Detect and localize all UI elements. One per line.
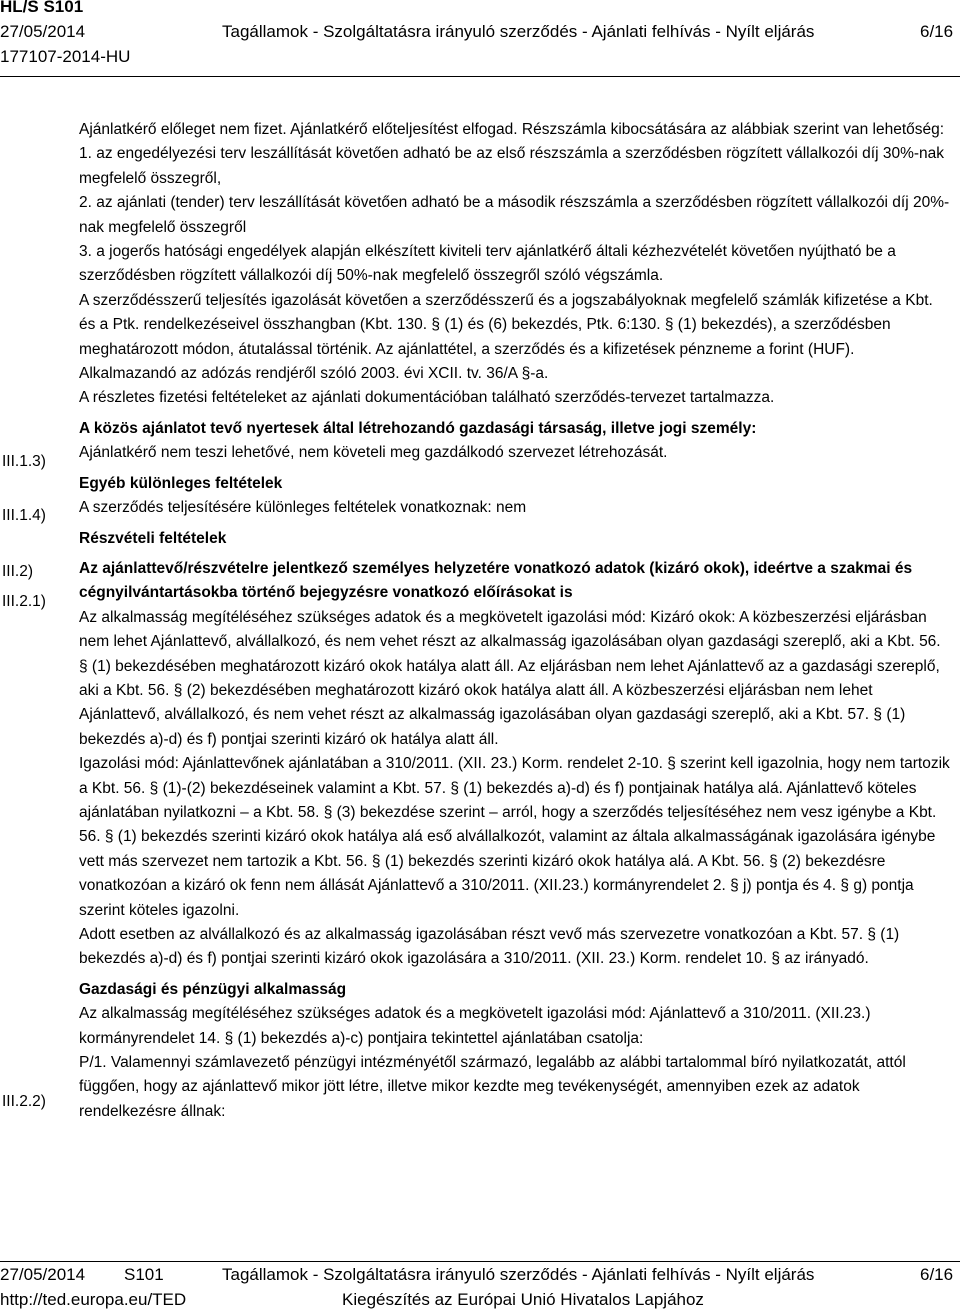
participation-conditions-heading: Részvételi feltételek	[79, 529, 227, 547]
page-header	[0, 0, 960, 70]
personal-situation-heading: Az ajánlattevő/részvételre jelentkező személyes helyzetére vonatkozó adatok (kizáró okok), ideértve a szakmai és cégnyilvántartásokba történő bejegyzésre vonatkozó előírásokat is	[79, 559, 913, 602]
subcontractor-text: Adott esetben az alvállalkozó és az alkalmasság igazolásában részt vevő más szervezetre vonatkozóan a Kbt. 57. § (1) bekezdés a)-d) és f) pontjai szerinti kizáró okok igazolására a 310/2011. (XII. 23.) Korm. rendelet 10. § az irányadó.	[79, 926, 900, 968]
economic-standing-text: Az alkalmasság megítéléséhez szükséges adatok és a megkövetelt igazolási mód: Ajánlattevő a 310/2011. (XII.23.) kormányrendelet 14. § (1) bekezdés a)-c) pontjaira tekintettel ajánlatában csatolja:	[79, 1005, 871, 1047]
payment-details: A részletes fizetési feltételeket az ajánlati dokumentációban található szerződés-tervezet tartalmazza.	[79, 389, 775, 407]
section-number-iii-2: III.2)	[2, 563, 34, 580]
footer-url[interactable]: http://ted.europa.eu/TED	[0, 1290, 187, 1309]
payment-item-1: 1. az engedélyezési terv leszállítását követően adható be az első részszámla a szerződésben rögzített vállalkozói díj 30%-nak megfelelő összegről,	[79, 145, 945, 187]
footer-page-number: 6/16	[920, 1265, 954, 1284]
joint-bid-text: Ajánlatkérő nem teszi lehetővé, nem követeli meg gazdálkodó szervezet létrehozását.	[79, 444, 668, 462]
footer-rule	[0, 1261, 960, 1262]
footer-series: S101	[124, 1265, 164, 1284]
payment-item-2: 2. az ajánlati (tender) terv leszállítását követően adható be a második részszámla a szerződésben rögzített vállalkozói díj 20%-nak megfelelő összegről	[79, 194, 950, 236]
verification-method-text: Igazolási mód: Ajánlattevőnek ajánlatában a 310/2011. (XII. 23.) Korm. rendelet 2-10. § szerint kell igazolnia, hogy nem tartozik a Kbt. 56. § (1)-(2) bekezdéseinek valamint a Kbt. 57. § (1) bekezdés a)-d) és f) pontjainak hatálya alá. Ajánlattevő köteles ajánlatában nyilatkozni – a Kbt. 58. § (3) bekezdése szerint – arról, hogy a szerződés teljesítéséhez nem vesz igénybe a Kbt. 56. § (1) bekezdés szerinti kizáró okok hatálya alá eső alvállalkozót, valamint az általa alkalmasságának igazolására igénybe vett más szervezet nem tartozik a Kbt. 56. § (1) bekezdés szerinti kizáró okok hatálya alá. A Kbt. 56. § (2) bekezdésre vonatkozóan a kizáró ok fenn nem állását Ajánlattevő a 310/2011. (XII.23.) kormányrendelet 2. § j) pontja és 4. § g) pontja szerint köteles igazolni.	[79, 755, 950, 919]
payment-intro: Ajánlatkérő előleget nem fizet. Ajánlatkérő előteljesítést elfogad. Részszámla kibocsátására az alábbiak szerint van lehetőség:	[79, 121, 945, 138]
payment-item-3: 3. a jogerős hatósági engedélyek alapján elkészített kiviteli terv ajánlatkérő általi kézhezvételét követően nyújtható be a szerződésben rögzített vállalkozói díj 50%-nak megfelelő összegről szóló végszámla.	[79, 243, 896, 285]
section-number-iii-2-1: III.2.1)	[2, 593, 46, 610]
footer-supplement: Kiegészítés az Európai Unió Hivatalos Lapjához	[342, 1290, 704, 1309]
footer-date: 27/05/2014	[0, 1265, 86, 1284]
special-conditions-text: A szerződés teljesítésére különleges feltételek vonatkoznak: nem	[79, 499, 527, 517]
header-rule	[0, 76, 960, 77]
section-number-iii-1-4: III.1.4)	[2, 507, 46, 524]
bank-statement-text: P/1. Valamennyi számlavezető pénzügyi intézményétől származó, legalább az alábbi tartalommal bíró nyilatkozatát, attól függően, hogy az ajánlattevő mikor jött létre, illetve mikor kezdte meg tevékenységét, amennyiben ezek az adatok rendelkezésre állnak:	[79, 1054, 906, 1120]
notice-number: 177107-2014-HU	[0, 47, 131, 66]
doc-id: HL/S S101	[0, 0, 84, 16]
exclusion-grounds-text: Az alkalmasság megítéléséhez szükséges adatok és a megkövetelt igazolási mód: Kizáró okok: A közbeszerzési eljárásban nem lehet Ajánlattevő, alvállalkozó, és nem vehet részt az alkalmasság igazolásában olyan gazdasági szereplő, aki a Kbt. 56. § (1) bekezdésében meghatározott kizáró okok hatálya alatt áll. Az eljárásban nem lehet Ajánlattevő az a gazdasági szereplő, aki a Kbt. 56. § (2) bekezdésében meghatározott kizáró okok hatálya alatt áll. A közbeszerzési eljárásban nem lehet Ajánlattevő, alvállalkozó, és nem vehet részt az alkalmasság igazolásában olyan gazdasági szereplő, aki a Kbt. 57. § (1) bekezdés a)-d) és f) pontjai szerinti kizáró ok hatálya alatt áll.	[79, 608, 941, 748]
page-footer	[0, 1265, 960, 1311]
section-number-iii-1-3: III.1.3)	[2, 453, 46, 470]
footer-title: Tagállamok - Szolgáltatásra irányuló szerződés - Ajánlati felhívás - Nyílt eljárás	[222, 1265, 815, 1284]
header-page-number: 6/16	[920, 22, 954, 41]
special-conditions-heading: Egyéb különleges feltételek	[79, 474, 283, 492]
document-body	[79, 118, 953, 1124]
header-date: 27/05/2014	[0, 22, 86, 41]
economic-standing-heading: Gazdasági és pénzügyi alkalmasság	[79, 980, 347, 998]
joint-bid-heading: A közös ajánlatot tevő nyertesek által létrehozandó gazdasági társaság, illetve jogi személy:	[79, 419, 757, 437]
header-title: Tagállamok - Szolgáltatásra irányuló szerződés - Ajánlati felhívás - Nyílt eljárás	[222, 22, 815, 41]
payment-terms: A szerződésszerű teljesítés igazolását követően a szerződésszerű és a jogszabályoknak megfelelő számlák kifizetése a Kbt. és a Ptk. rendelkezéseivel összhangban (Kbt. 130. § (1) és (6) bekezdés, Ptk. 6:130. § (1) bekezdés), a szerződésben meghatározott módon, átutalással történik. Az ajánlattétel, a szerződés és a kifizetések pénzneme a forint (HUF). Alkalmazandó az adózás rendjéről szóló 2003. évi XCII. tv. 36/A §-a.	[79, 291, 933, 383]
section-number-iii-2-2: III.2.2)	[2, 1093, 46, 1110]
